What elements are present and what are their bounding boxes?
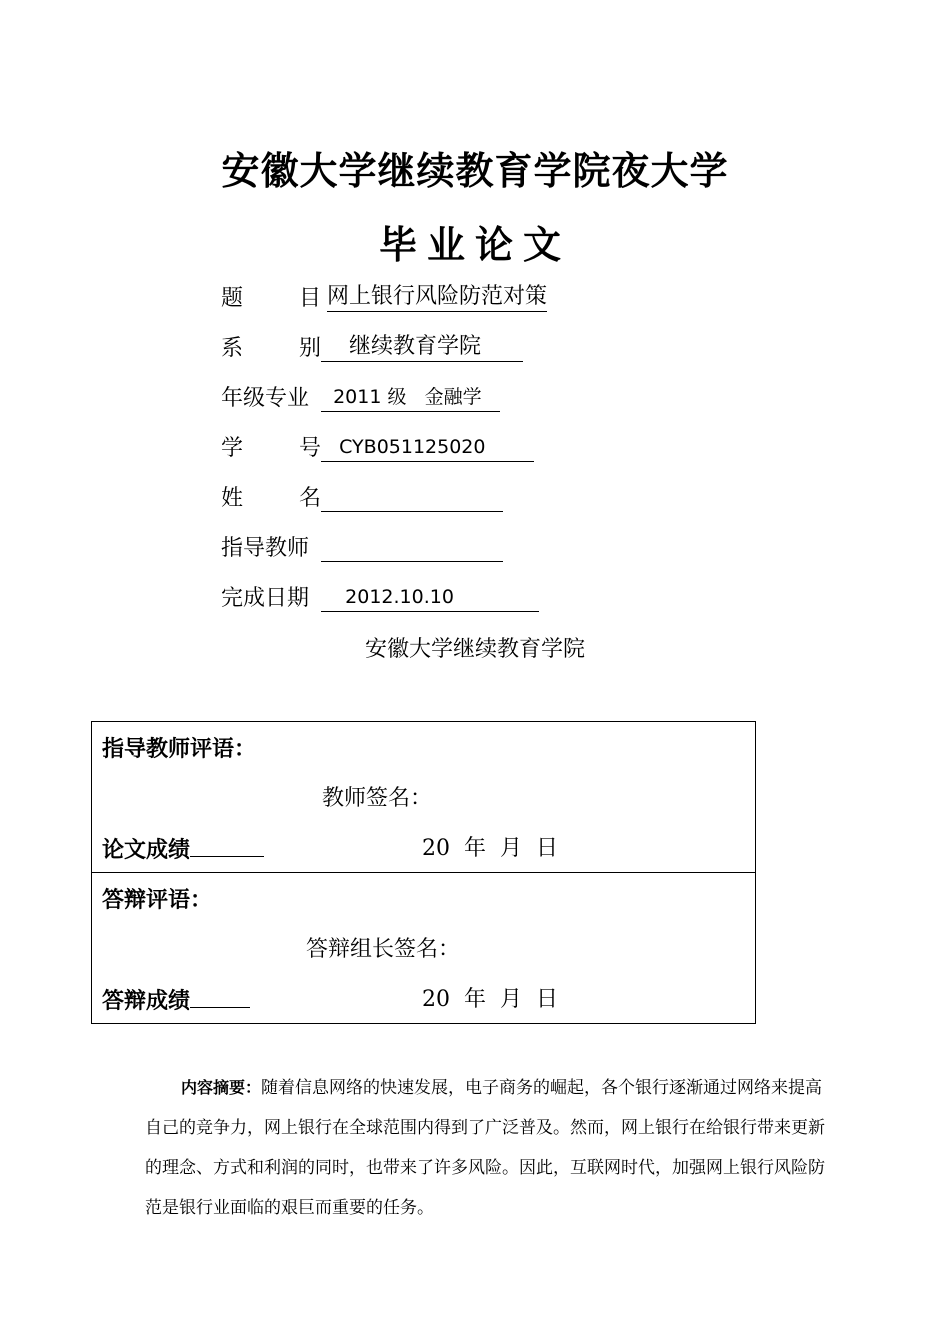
thesis-grade-field <box>102 834 264 865</box>
advisor-sign-label: 教师签名： <box>322 786 433 811</box>
label-grade-major <box>221 383 321 415</box>
thesis-grade-blank <box>190 834 264 857</box>
info-row-date <box>221 583 547 633</box>
value-student-id: CYB051125020 <box>321 433 534 462</box>
defense-grade-blank <box>190 985 250 1008</box>
label-student-id <box>221 433 321 465</box>
defense-grade-field <box>102 985 250 1016</box>
university-title: 安徽大学继续教育学院夜大学 <box>221 149 729 193</box>
label-name <box>221 483 321 515</box>
value-date: 2012.10.10 <box>321 583 539 612</box>
thesis-grade-label: 论文成绩 <box>102 837 191 863</box>
abstract-paragraph <box>145 1068 825 1228</box>
abstract-text: 随着信息网络的快速发展，电子商务的崛起，各个银行逐渐通过网络来提高自己的竞争力，网上银行在全球范围内得到了广泛普及。然而，网上银行在给银行带来更新的理念、方式和利润的同时，也带来了许多风险。因此，互联网时代，加强网上银行风险防范是银行业面临的艰巨而重要的任务。 <box>145 1078 825 1218</box>
value-grade-major: 2011 级 金融学 <box>321 383 500 412</box>
label-text: 完成日期 <box>221 586 310 611</box>
label-char: 题 <box>221 286 244 311</box>
defense-comment-label: 答辩评语： <box>102 887 213 913</box>
defense-section <box>92 873 755 1023</box>
label-char: 系 <box>221 336 244 361</box>
value-advisor <box>321 533 503 562</box>
school-name: 安徽大学继续教育学院 <box>364 637 585 662</box>
abstract <box>145 1068 825 1228</box>
defense-grade-label: 答辩成绩 <box>102 988 191 1014</box>
label-char: 别 <box>298 336 321 361</box>
info-row-name <box>221 483 547 533</box>
label-char: 姓 <box>221 486 244 511</box>
info-row-advisor <box>221 533 547 583</box>
info-row-student-id <box>221 433 547 483</box>
label-topic <box>221 283 321 315</box>
label-date <box>221 583 321 615</box>
label-advisor <box>221 533 321 565</box>
advisor-comment-label: 指导教师评语： <box>102 736 257 762</box>
label-char: 学 <box>221 436 244 461</box>
info-row-department <box>221 333 547 383</box>
label-text: 指导教师 <box>221 536 310 561</box>
abstract-label: 内容摘要： <box>181 1078 262 1097</box>
advisor-section <box>92 722 755 873</box>
defense-sign-label: 答辩组长签名： <box>306 937 461 962</box>
value-department: 继续教育学院 <box>321 333 523 362</box>
thesis-title: 毕业论文 <box>378 223 571 267</box>
label-department <box>221 333 321 365</box>
info-row-topic <box>221 283 547 333</box>
label-char: 名 <box>298 486 321 511</box>
cover-info <box>221 283 547 633</box>
advisor-date: 20 年 月 日 <box>422 836 558 861</box>
value-topic: 网上银行风险防范对策 <box>327 283 547 312</box>
value-name <box>321 483 503 512</box>
defense-date: 20 年 月 日 <box>422 987 558 1012</box>
info-row-grade-major <box>221 383 547 433</box>
label-text: 年级专业 <box>221 386 310 411</box>
label-char: 目 <box>298 286 321 311</box>
evaluation-table <box>91 721 756 1024</box>
label-char: 号 <box>298 436 321 461</box>
